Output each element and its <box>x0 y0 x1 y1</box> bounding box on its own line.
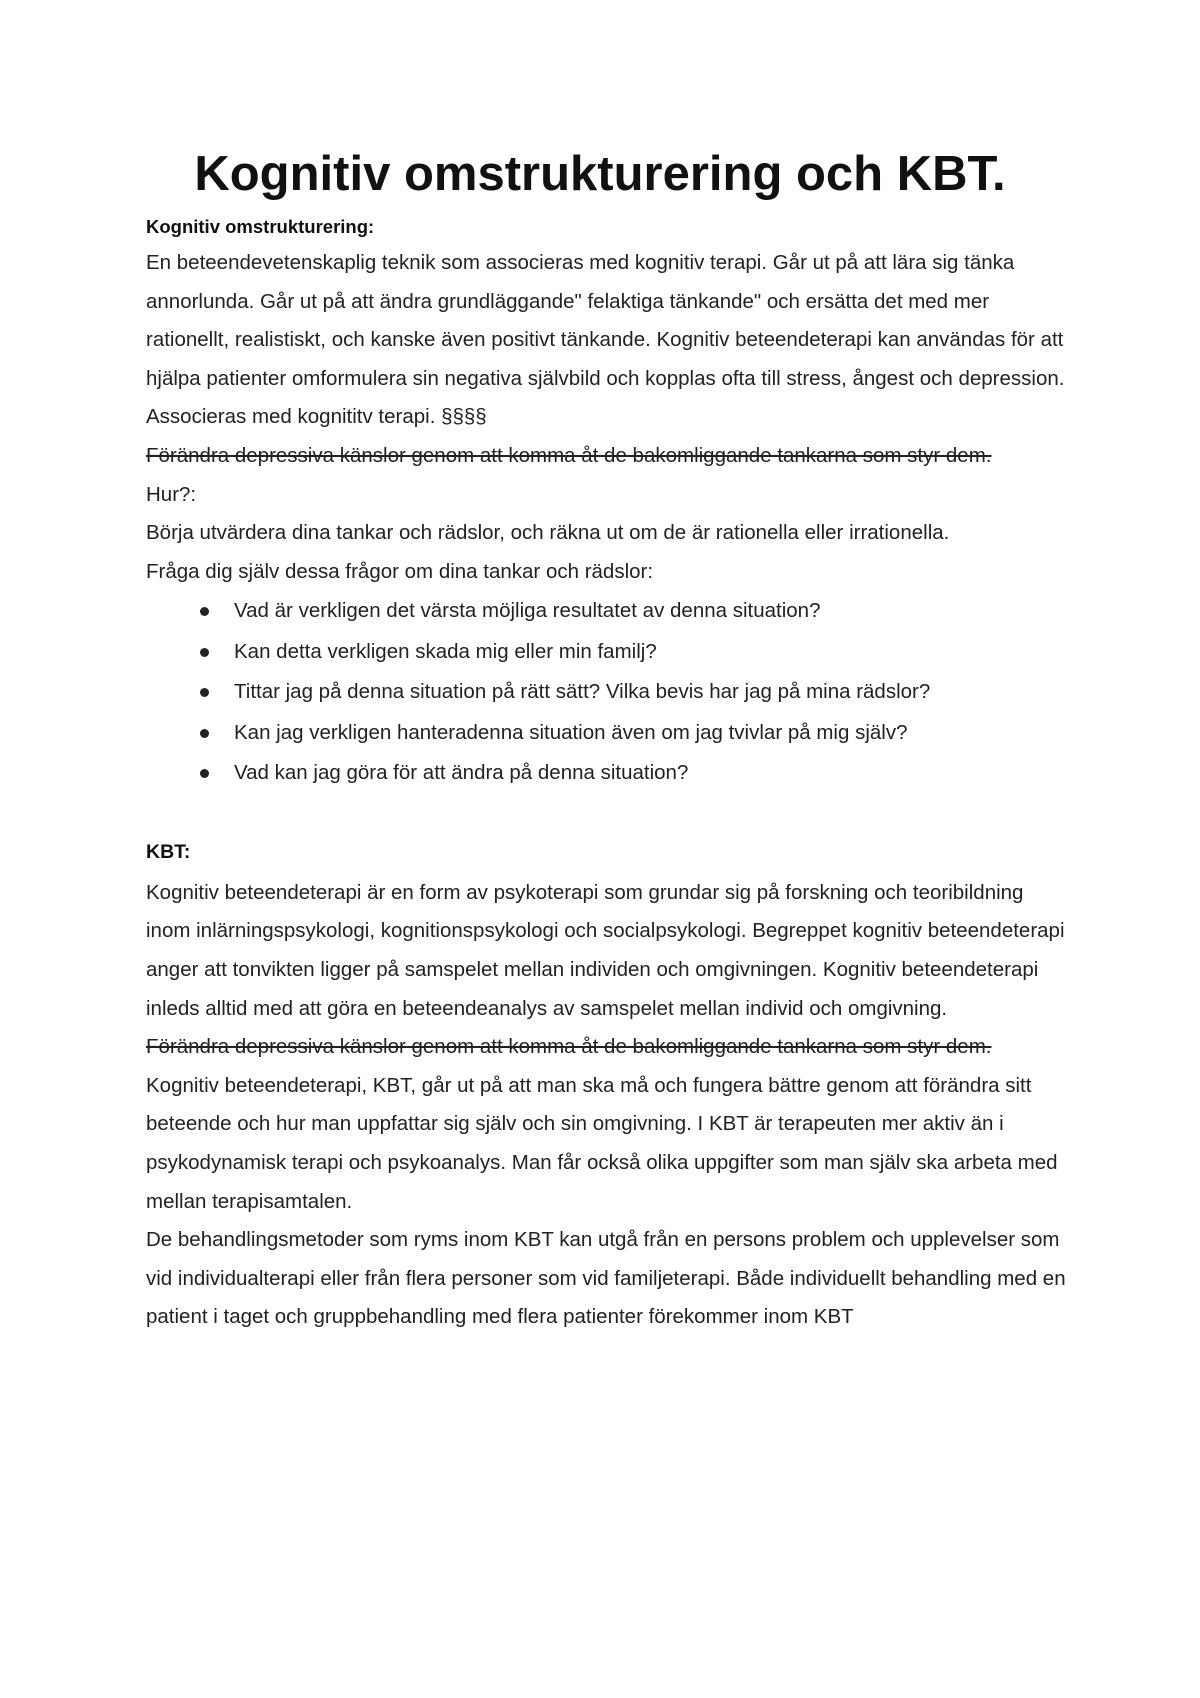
list-item: Tittar jag på denna situation på rätt sätt? Vilka bevis har jag på mina rädslor? <box>200 672 1066 713</box>
list-item: Kan jag verkligen hanteradenna situation även om jag tvivlar på mig själv? <box>200 713 1066 754</box>
section-heading-kognitiv-omstrukturering: Kognitiv omstrukturering: <box>146 216 375 237</box>
struck-text: Förändra depressiva känslor genom att komma åt de bakomliggande tankarna som styr dem. <box>146 443 992 467</box>
paragraph-kbt-method: Kognitiv beteendeterapi, KBT, går ut på att man ska må och fungera bättre genom att förändra sitt beteende och hur man uppfattar sig själv och sin omgivning. I KBT är terapeuten mer aktiv än i psykodynamisk terapi och psykoanalys. Man får också olika uppgifter som man själv ska arbeta med mellan terapisamtalen. <box>146 1073 1058 1213</box>
document-title: Kognitiv omstrukturering och KBT. <box>194 147 1006 201</box>
paragraph-definition: En beteendevetenskaplig teknik som associeras med kognitiv terapi. Går ut på att lära sig tänka annorlunda. Går ut på att ändra grundläggande" felaktiga tänkande" och ersätta det med mer rationellt, realistiskt, och kanske även positivt tänkande. Kognitiv beteendeterapi kan användas för att hjälpa patienter omformulera sin negativa självbild och kopplas ofta till stress, ångest och depression. <box>146 251 1065 390</box>
bullet-icon <box>200 688 209 697</box>
paragraph-kbt-treatment: De behandlingsmetoder som ryms inom KBT kan utgå från en persons problem och upplevelser som vid individualterapi eller från flera personer som vid familjeterapi. Både individuellt behandling med en patient i taget och gruppbehandling med flera patienter förekommer inom KBT <box>146 1228 1066 1329</box>
list-item: Vad är verkligen det värsta möjliga resultatet av denna situation? <box>200 591 1066 632</box>
section-heading-kbt: KBT: <box>146 840 191 863</box>
paragraph-fraga: Fråga dig själv dessa frågor om dina tankar och rädslor: <box>146 559 654 583</box>
paragraph-kbt-definition: Kognitiv beteendeterapi är en form av psykoterapi som grundar sig på forskning och teoribildning inom inlärningspsykologi, kognitionspsykologi och socialpsykologi. Begreppet kognitiv beteendeterapi anger att tonvikten ligger på samspelet mellan individen och omgivningen. Kognitiv beteendeterapi inleds alltid med att göra en beteendeanalys av samspelet mellan individ och omgivning. <box>146 880 1065 1020</box>
bullet-icon <box>200 607 209 616</box>
struck-text: Förändra depressiva känslor genom att komma åt de bakomliggande tankarna som styr dem. <box>146 1035 992 1059</box>
bullet-icon <box>200 729 209 738</box>
paragraph-borja: Börja utvärdera dina tankar och rädslor, och räkna ut om de är rationella eller irrationella. <box>146 521 950 545</box>
list-item: Vad kan jag göra för att ändra på denna situation? <box>200 753 1066 794</box>
question-list <box>146 591 1066 794</box>
bullet-icon <box>200 769 209 778</box>
paragraph-hur: Hur?: <box>146 482 197 506</box>
list-item: Kan detta verkligen skada mig eller min familj? <box>200 632 1066 673</box>
document-body <box>146 212 1066 1337</box>
spacer <box>146 794 1066 834</box>
bullet-icon <box>200 648 209 657</box>
paragraph-associeras: Associeras med kognititv terapi. §§§§ <box>146 405 487 429</box>
